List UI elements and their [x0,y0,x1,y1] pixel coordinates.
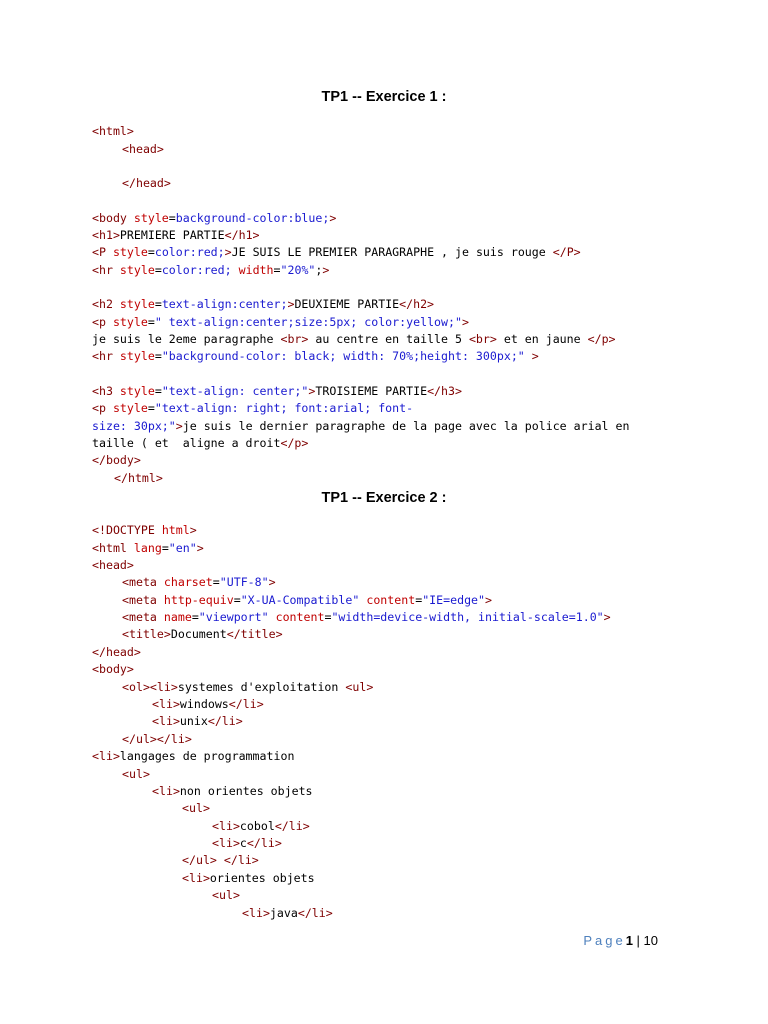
code-token: = [191,610,199,624]
code-line [92,662,134,677]
code-token: style [112,401,148,415]
code-token: = [415,593,423,607]
page-footer [583,933,658,948]
code-token: </ul></li> [122,732,192,746]
code-token: html [161,523,190,537]
code-token: "background-color: black; width: 70%;height: 300px;" [161,349,525,363]
code-token: <br> [280,332,309,346]
code-token: <body> [92,662,134,676]
code-line [152,697,264,712]
exercise-2-heading: TP1 -- Exercice 2 : [321,490,447,506]
code-token: "X-UA-Compatible" [240,593,360,607]
code-token: "IE=edge" [422,593,486,607]
code-token: " text-align:center;size:5px; color:yellow;" [154,315,462,329]
code-token: </h2> [399,297,435,311]
code-token: style [133,211,169,225]
code-token: <p [92,401,113,415]
code-token: systemes d'exploitation [177,680,346,694]
code-line [242,906,333,921]
code-token: style [112,245,148,259]
page-total: 10 [643,933,658,948]
code-token: <head> [122,142,164,156]
page-separator: | [632,933,644,948]
code-token: <html> [92,124,134,138]
code-token: </li> [207,714,243,728]
code-token: "en" [168,541,197,555]
code-token: <p [92,315,113,329]
code-token: = [161,541,169,555]
code-token: http-equiv [163,593,234,607]
code-token: style [119,384,155,398]
code-token: </p> [280,436,309,450]
code-line [92,211,336,226]
code-token: "20%" [280,263,316,277]
code-line [92,541,204,556]
code-token: </li> [297,906,333,920]
code-line [92,332,616,347]
code-line [92,228,260,243]
code-token: <meta [122,575,164,589]
code-token: </li> [274,819,310,833]
code-line [122,142,164,157]
code-token: "width=device-width, initial-scale=1.0" [331,610,604,624]
code-token: cobol [239,819,275,833]
code-line [92,315,469,330]
code-line [212,836,282,851]
code-line [92,245,581,260]
code-token: = [154,349,162,363]
code-token: <li> [242,906,270,920]
code-token: style [112,315,148,329]
code-token: et en jaune [496,332,588,346]
code-token: > [268,575,276,589]
code-token: background-color:blue; [175,211,330,225]
code-token: </li> [228,697,264,711]
code-token: <ol><li> [122,680,178,694]
code-line [212,888,240,903]
code-token: > [485,593,492,607]
code-token: <meta [122,610,164,624]
code-token: "text-align: right; font:arial; font- [154,401,414,415]
code-token: <li> [212,836,240,850]
code-token: = [168,211,176,225]
code-token: <title> [122,627,171,641]
code-token: style [119,349,155,363]
code-line [92,749,294,764]
code-line [92,401,413,416]
code-token: = [154,297,162,311]
code-token: <li> [182,871,210,885]
code-line [152,784,313,799]
code-token: color:red; [161,263,232,277]
code-line [122,176,171,191]
code-token: content [268,610,325,624]
code-token: <hr [92,349,120,363]
code-token: = [154,263,162,277]
code-token: <ul> [345,680,374,694]
code-token: <ul> [122,767,150,781]
code-token: style [119,297,155,311]
code-line [92,349,539,364]
code-line [122,767,150,782]
code-token: charset [163,575,213,589]
code-line [92,384,462,399]
code-token: TROISIEME PARTIE [315,384,428,398]
code-token: je suis le dernier paragraphe de la page avec la police arial en [182,419,630,433]
code-token: > [322,263,330,277]
code-token: PREMIERE PARTIE [119,228,225,242]
code-token: content [359,593,416,607]
code-line [92,558,134,573]
code-token: taille ( et aligne a droit [92,436,281,450]
code-token: </title> [226,627,283,641]
code-token: > [603,610,611,624]
code-token: > [196,541,204,555]
code-token: <html [92,541,134,555]
code-token: </p> [587,332,616,346]
code-token: > [189,523,197,537]
code-token: c [239,836,247,850]
code-line [152,714,243,729]
code-line [182,801,210,816]
code-token: > [287,297,295,311]
code-line [122,732,192,747]
code-token: </h1> [224,228,260,242]
code-token: = [273,263,281,277]
code-line [122,593,492,608]
code-token: = [154,384,162,398]
code-token: windows [179,697,229,711]
code-token: java [269,906,298,920]
code-token: > [524,349,539,363]
code-token: </head> [92,645,141,659]
code-line [182,853,259,868]
page-label: Page [583,933,626,948]
code-line [92,523,197,538]
code-token: unix [179,714,208,728]
code-token: <head> [92,558,134,572]
code-token: je suis le 2eme paragraphe [92,332,281,346]
code-token: JE SUIS LE PREMIER PARAGRAPHE , je suis rouge [231,245,553,259]
code-token: <li> [92,749,120,763]
code-token: Document [170,627,227,641]
code-token: <!DOCTYPE [92,523,162,537]
code-token: = [324,610,332,624]
code-line [122,680,373,695]
code-token: au centre en taille 5 [308,332,469,346]
code-token: </li> [246,836,282,850]
code-line [92,436,308,451]
code-token: <hr [92,263,120,277]
code-token: color:red; [154,245,225,259]
code-token: non orientes objets [179,784,313,798]
code-token: = [147,315,155,329]
code-token: <li> [212,819,240,833]
code-token: </body> [92,453,141,467]
code-token: = [212,575,220,589]
code-line [92,419,629,434]
code-token: <li> [152,697,180,711]
code-token: = [147,245,155,259]
code-token: <meta [122,593,164,607]
code-token: size: 30px;" [92,419,176,433]
code-token: > [329,211,337,225]
page-current: 1 [625,933,633,948]
code-token: langages de programmation [119,749,295,763]
code-token: </ul> </li> [182,853,259,867]
code-line [92,297,434,312]
code-token: text-align:center; [161,297,288,311]
code-line [114,471,163,486]
code-token: <li> [152,714,180,728]
code-token: <br> [468,332,497,346]
code-token: "text-align: center;" [161,384,309,398]
code-token: width [231,263,274,277]
code-token: lang [133,541,162,555]
code-token: <h2 [92,297,120,311]
code-line [182,871,315,886]
code-token: = [233,593,241,607]
code-token: style [119,263,155,277]
code-token: ; [315,263,323,277]
code-token: > [308,384,316,398]
code-line [92,645,141,660]
code-token: "UTF-8" [219,575,269,589]
code-token: = [147,401,155,415]
code-token: <P [92,245,113,259]
code-token: > [175,419,183,433]
code-token: </P> [552,245,581,259]
exercise-1-heading: TP1 -- Exercice 1 : [321,89,447,105]
code-line [92,124,134,139]
code-token: <h1> [92,228,120,242]
code-line [92,263,329,278]
code-token: </html> [114,471,163,485]
code-token: <body [92,211,134,225]
code-line [212,819,310,834]
code-token: <li> [152,784,180,798]
code-token: </h3> [427,384,462,398]
code-token: > [224,245,232,259]
code-line [122,627,283,642]
code-token: name [163,610,192,624]
code-line [122,575,276,590]
code-token: "viewport" [198,610,269,624]
code-line [92,453,141,468]
code-token: > [461,315,469,329]
code-token: <h3 [92,384,120,398]
code-token: </head> [122,176,171,190]
code-token: orientes objets [209,871,315,885]
code-token: <ul> [182,801,210,815]
code-line [122,610,611,625]
code-token: DEUXIEME PARTIE [294,297,400,311]
code-token: <ul> [212,888,240,902]
